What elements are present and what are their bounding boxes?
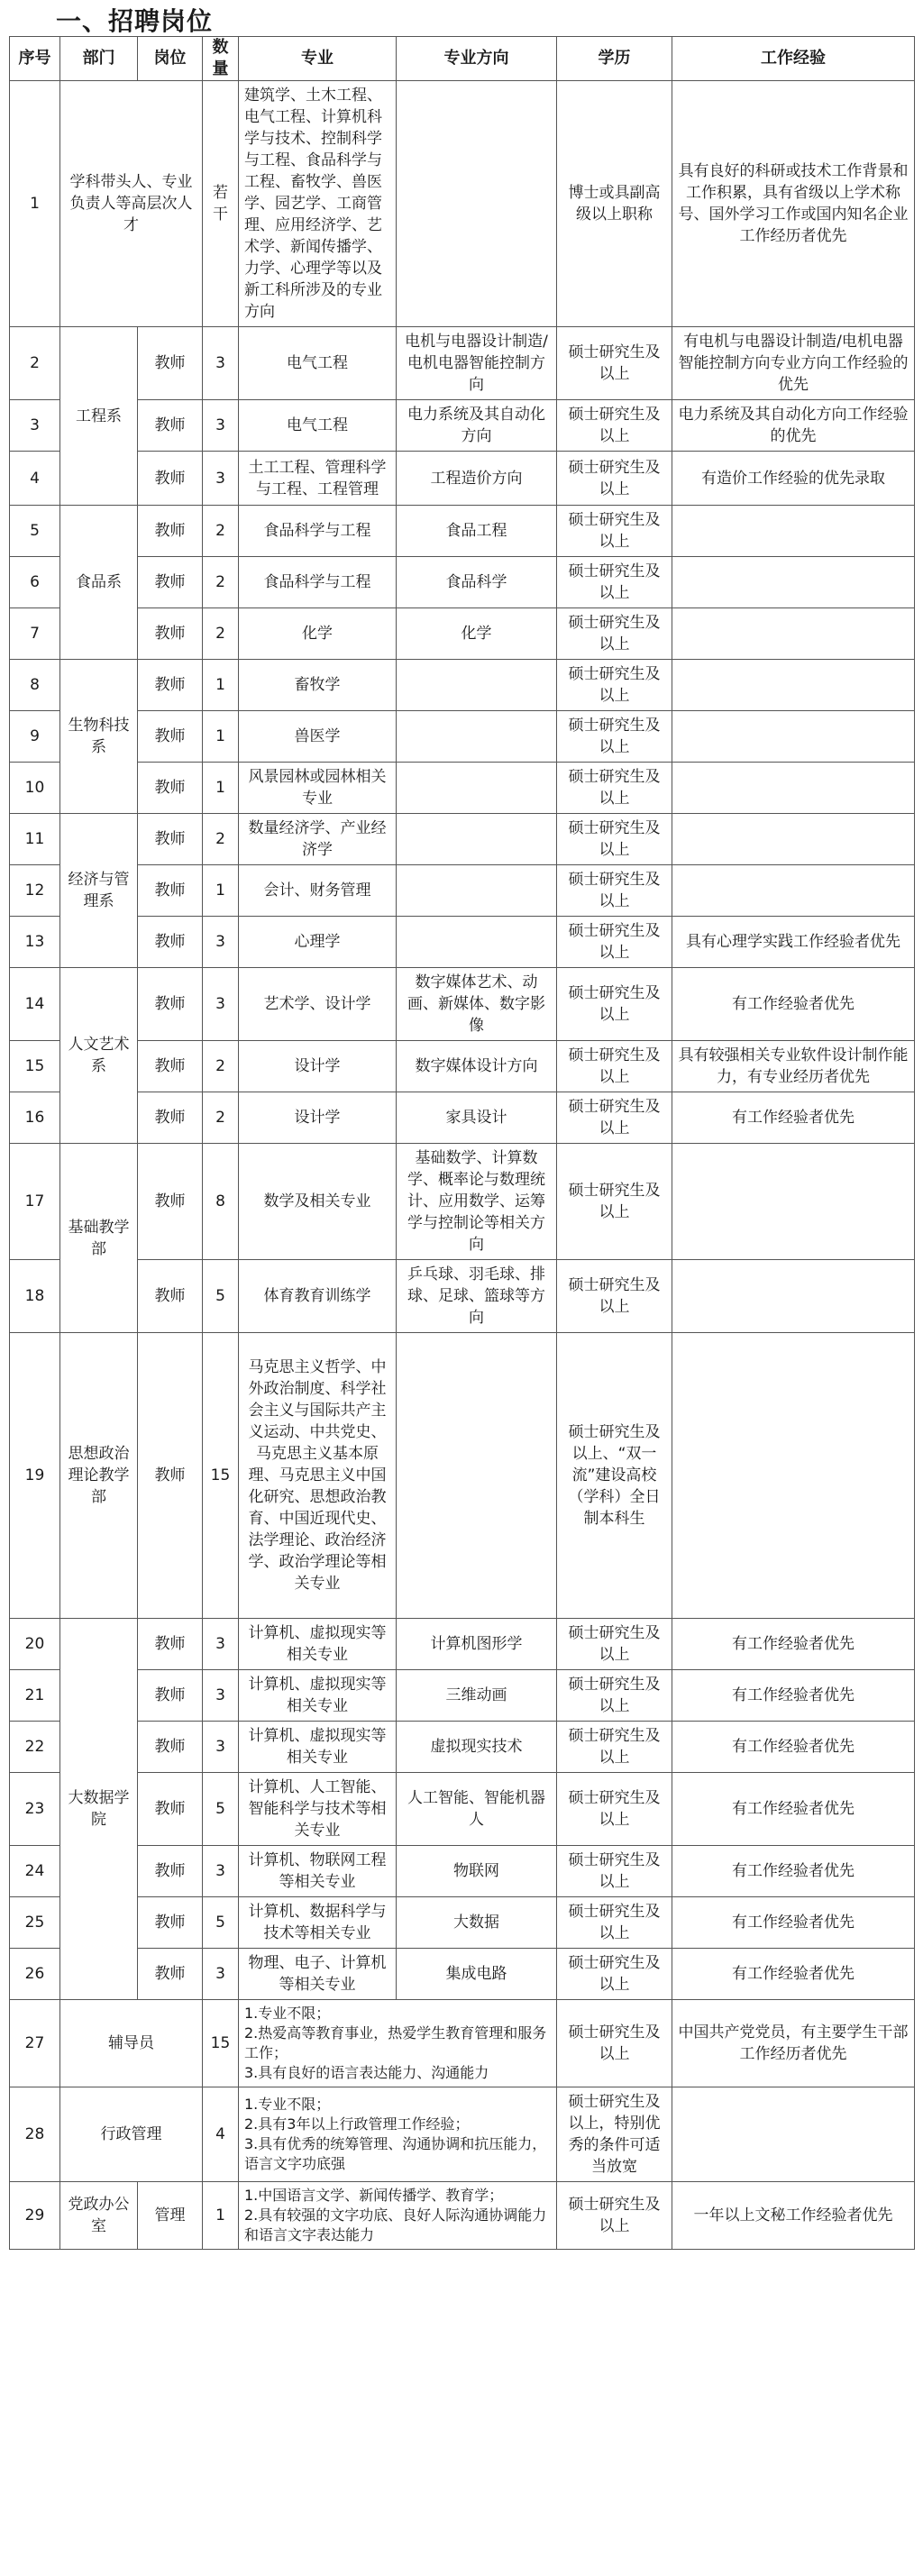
cell-exp: 有工作经验者优先 [672, 1619, 915, 1670]
cell-count: 3 [203, 1670, 239, 1722]
cell-exp [672, 660, 915, 711]
cell-direction [397, 1333, 557, 1619]
cell-no: 10 [10, 763, 60, 814]
cell-post: 教师 [138, 1333, 203, 1619]
cell-count: 2 [203, 814, 239, 865]
cell-exp [672, 2087, 915, 2182]
table-row [10, 1773, 915, 1846]
cell-edu: 博士或具副高级以上职称 [557, 81, 672, 327]
cell-post: 教师 [138, 452, 203, 506]
cell-edu: 硕士研究生及以上，特别优秀的条件可适当放宽 [557, 2087, 672, 2182]
cell-edu: 硕士研究生及以上 [557, 814, 672, 865]
cell-edu: 硕士研究生及以上 [557, 1897, 672, 1949]
cell-exp: 有工作经验者优先 [672, 1949, 915, 2000]
cell-exp [672, 814, 915, 865]
table-row [10, 2087, 915, 2182]
cell-dept: 工程系 [60, 327, 138, 506]
cell-count: 2 [203, 557, 239, 608]
cell-post: 教师 [138, 1949, 203, 2000]
cell-major: 计算机、物联网工程等相关专业 [239, 1846, 397, 1897]
cell-direction [397, 763, 557, 814]
cell-exp: 电力系统及其自动化方向工作经验的优先 [672, 400, 915, 452]
cell-count: 3 [203, 1619, 239, 1670]
cell-post: 教师 [138, 1897, 203, 1949]
cell-edu: 硕士研究生及以上 [557, 1260, 672, 1333]
cell-exp [672, 865, 915, 917]
cell-major: 会计、财务管理 [239, 865, 397, 917]
cell-no: 28 [10, 2087, 60, 2182]
cell-direction: 电机与电器设计制造/电机电器智能控制方向 [397, 327, 557, 400]
cell-edu: 硕士研究生及以上 [557, 711, 672, 763]
cell-count: 3 [203, 968, 239, 1041]
cell-count: 3 [203, 452, 239, 506]
cell-exp [672, 557, 915, 608]
cell-major: 计算机、人工智能、智能科学与技术等相关专业 [239, 1773, 397, 1846]
cell-exp: 具有良好的科研或技术工作背景和工作积累，具有省级以上学术称号、国外学习工作或国内知名企业工作经历者优先 [672, 81, 915, 327]
cell-count: 4 [203, 2087, 239, 2182]
cell-no: 20 [10, 1619, 60, 1670]
cell-direction [397, 711, 557, 763]
cell-post: 教师 [138, 506, 203, 557]
cell-direction [397, 660, 557, 711]
cell-direction: 化学 [397, 608, 557, 660]
cell-post: 教师 [138, 400, 203, 452]
cell-major: 数学及相关专业 [239, 1144, 397, 1260]
cell-major: 物理、电子、计算机等相关专业 [239, 1949, 397, 2000]
cell-count: 3 [203, 917, 239, 968]
cell-direction: 食品工程 [397, 506, 557, 557]
cell-dept: 党政办公室 [60, 2182, 138, 2250]
cell-major: 马克思主义哲学、中外政治制度、科学社会主义与国际共产主义运动、中共党史、马克思主义基本原理、马克思主义中国化研究、思想政治教育、中国近现代史、法学理论、政治经济学、政治学理论等相关专业 [239, 1333, 397, 1619]
cell-count: 1 [203, 2182, 239, 2250]
table-row [10, 400, 915, 452]
cell-dept: 大数据学院 [60, 1619, 138, 2000]
cell-dept: 思想政治理论教学部 [60, 1333, 138, 1619]
cell-dept: 人文艺术系 [60, 968, 138, 1144]
cell-post: 教师 [138, 814, 203, 865]
cell-major: 1.专业不限； 2.具有3年以上行政管理工作经验； 3.具有优秀的统筹管理、沟通协调和抗压能力，语言文字功底强 [239, 2087, 557, 2182]
cell-post: 教师 [138, 1773, 203, 1846]
cell-no: 8 [10, 660, 60, 711]
table-row [10, 2000, 915, 2087]
recruitment-table [9, 36, 915, 2250]
cell-direction [397, 865, 557, 917]
cell-edu: 硕士研究生及以上 [557, 400, 672, 452]
cell-count: 若干 [203, 81, 239, 327]
cell-no: 17 [10, 1144, 60, 1260]
cell-direction: 集成电路 [397, 1949, 557, 2000]
table-row [10, 81, 915, 327]
cell-major: 体育教育训练学 [239, 1260, 397, 1333]
cell-post: 教师 [138, 557, 203, 608]
cell-post: 教师 [138, 1619, 203, 1670]
cell-edu: 硕士研究生及以上 [557, 1846, 672, 1897]
table-row [10, 1722, 915, 1773]
table-row [10, 1846, 915, 1897]
cell-no: 3 [10, 400, 60, 452]
table-row [10, 968, 915, 1041]
table-row [10, 660, 915, 711]
cell-direction: 三维动画 [397, 1670, 557, 1722]
cell-exp: 有工作经验者优先 [672, 968, 915, 1041]
cell-post: 教师 [138, 711, 203, 763]
cell-count: 3 [203, 1949, 239, 2000]
cell-post: 教师 [138, 660, 203, 711]
cell-direction [397, 81, 557, 327]
cell-major: 兽医学 [239, 711, 397, 763]
cell-major: 心理学 [239, 917, 397, 968]
cell-exp [672, 506, 915, 557]
cell-direction: 虚拟现实技术 [397, 1722, 557, 1773]
table-row [10, 1260, 915, 1333]
cell-exp: 有工作经验者优先 [672, 1722, 915, 1773]
cell-no: 16 [10, 1092, 60, 1144]
cell-major: 设计学 [239, 1041, 397, 1092]
cell-post: 教师 [138, 327, 203, 400]
header-row [10, 37, 915, 81]
cell-edu: 硕士研究生及以上 [557, 452, 672, 506]
table-row [10, 327, 915, 400]
cell-major: 艺术学、设计学 [239, 968, 397, 1041]
table-row [10, 917, 915, 968]
header-direction: 专业方向 [397, 37, 557, 81]
cell-edu: 硕士研究生及以上 [557, 1722, 672, 1773]
cell-direction: 数字媒体设计方向 [397, 1041, 557, 1092]
cell-post: 教师 [138, 1260, 203, 1333]
cell-no: 11 [10, 814, 60, 865]
cell-no: 25 [10, 1897, 60, 1949]
cell-post: 教师 [138, 917, 203, 968]
table-row [10, 506, 915, 557]
cell-no: 6 [10, 557, 60, 608]
cell-post: 教师 [138, 1670, 203, 1722]
cell-major: 1.中国语言文学、新闻传播学、教育学； 2.具有较强的文字功底、良好人际沟通协调能力和语言文字表达能力 [239, 2182, 557, 2250]
cell-post: 教师 [138, 865, 203, 917]
cell-dept: 食品系 [60, 506, 138, 660]
cell-post: 教师 [138, 968, 203, 1041]
cell-exp [672, 763, 915, 814]
cell-no: 9 [10, 711, 60, 763]
cell-major: 1.专业不限； 2.热爱高等教育事业，热爱学生教育管理和服务工作； 3.具有良好的语言表达能力、沟通能力 [239, 2000, 557, 2087]
cell-edu: 硕士研究生及以上 [557, 865, 672, 917]
cell-count: 5 [203, 1260, 239, 1333]
cell-no: 18 [10, 1260, 60, 1333]
cell-major: 风景园林或园林相关专业 [239, 763, 397, 814]
cell-direction: 工程造价方向 [397, 452, 557, 506]
cell-major: 化学 [239, 608, 397, 660]
cell-count: 3 [203, 1722, 239, 1773]
cell-major: 设计学 [239, 1092, 397, 1144]
cell-no: 1 [10, 81, 60, 327]
cell-edu: 硕士研究生及以上 [557, 1144, 672, 1260]
cell-count: 2 [203, 608, 239, 660]
cell-count: 3 [203, 327, 239, 400]
cell-major: 食品科学与工程 [239, 506, 397, 557]
header-exp: 工作经验 [672, 37, 915, 81]
table-row [10, 1949, 915, 2000]
cell-exp: 有工作经验者优先 [672, 1092, 915, 1144]
cell-direction: 电力系统及其自动化方向 [397, 400, 557, 452]
cell-edu: 硕士研究生及以上 [557, 557, 672, 608]
cell-count: 5 [203, 1773, 239, 1846]
table-row [10, 1333, 915, 1619]
cell-count: 5 [203, 1897, 239, 1949]
cell-no: 27 [10, 2000, 60, 2087]
cell-direction: 人工智能、智能机器人 [397, 1773, 557, 1846]
cell-direction: 计算机图形学 [397, 1619, 557, 1670]
cell-dept: 经济与管理系 [60, 814, 138, 968]
cell-major: 土工工程、管理科学与工程、工程管理 [239, 452, 397, 506]
cell-major: 数量经济学、产业经济学 [239, 814, 397, 865]
cell-no: 22 [10, 1722, 60, 1773]
cell-direction: 食品科学 [397, 557, 557, 608]
cell-edu: 硕士研究生及以上 [557, 917, 672, 968]
cell-no: 7 [10, 608, 60, 660]
cell-count: 1 [203, 763, 239, 814]
cell-major: 计算机、虚拟现实等相关专业 [239, 1722, 397, 1773]
cell-direction: 家具设计 [397, 1092, 557, 1144]
section-title: 一、招聘岗位 [56, 6, 214, 36]
cell-dept: 辅导员 [60, 2000, 203, 2087]
table-row [10, 1041, 915, 1092]
header-dept: 部门 [60, 37, 138, 81]
cell-exp: 有工作经验者优先 [672, 1846, 915, 1897]
cell-count: 15 [203, 1333, 239, 1619]
cell-edu: 硕士研究生及以上 [557, 1619, 672, 1670]
cell-major: 电气工程 [239, 327, 397, 400]
cell-post: 教师 [138, 1846, 203, 1897]
cell-edu: 硕士研究生及以上 [557, 1670, 672, 1722]
cell-edu: 硕士研究生及以上 [557, 968, 672, 1041]
cell-no: 21 [10, 1670, 60, 1722]
cell-count: 2 [203, 1041, 239, 1092]
cell-direction [397, 814, 557, 865]
cell-exp: 一年以上文秘工作经验者优先 [672, 2182, 915, 2250]
cell-major: 计算机、数据科学与技术等相关专业 [239, 1897, 397, 1949]
header-edu: 学历 [557, 37, 672, 81]
cell-direction: 物联网 [397, 1846, 557, 1897]
table-row [10, 452, 915, 506]
cell-no: 15 [10, 1041, 60, 1092]
cell-major: 建筑学、土木工程、电气工程、计算机科学与技术、控制科学与工程、食品科学与工程、畜牧学、兽医学、园艺学、工商管理、应用经济学、艺术学、新闻传播学、力学、心理学等以及新工科所涉及的专业方向 [239, 81, 397, 327]
cell-count: 8 [203, 1144, 239, 1260]
header-no: 序号 [10, 37, 60, 81]
cell-exp [672, 711, 915, 763]
cell-post: 教师 [138, 763, 203, 814]
cell-count: 2 [203, 1092, 239, 1144]
cell-no: 14 [10, 968, 60, 1041]
table-row [10, 1144, 915, 1260]
cell-no: 26 [10, 1949, 60, 2000]
cell-major: 计算机、虚拟现实等相关专业 [239, 1619, 397, 1670]
cell-post: 教师 [138, 1092, 203, 1144]
cell-edu: 硕士研究生及以上 [557, 1949, 672, 2000]
table-row [10, 1897, 915, 1949]
cell-edu: 硕士研究生及以上 [557, 1092, 672, 1144]
cell-direction: 数字媒体艺术、动画、新媒体、数字影像 [397, 968, 557, 1041]
cell-post: 教师 [138, 1144, 203, 1260]
cell-exp: 中国共产党党员，有主要学生干部工作经历者优先 [672, 2000, 915, 2087]
cell-exp [672, 1333, 915, 1619]
table-row [10, 1619, 915, 1670]
cell-exp [672, 1260, 915, 1333]
cell-dept: 行政管理 [60, 2087, 203, 2182]
cell-major: 计算机、虚拟现实等相关专业 [239, 1670, 397, 1722]
header-major: 专业 [239, 37, 397, 81]
cell-no: 13 [10, 917, 60, 968]
table-row [10, 814, 915, 865]
table-row [10, 1670, 915, 1722]
cell-dept: 学科带头人、专业负责人等高层次人才 [60, 81, 203, 327]
cell-direction: 乒乓球、羽毛球、排球、足球、篮球等方向 [397, 1260, 557, 1333]
cell-edu: 硕士研究生及以上 [557, 660, 672, 711]
cell-post: 教师 [138, 608, 203, 660]
cell-edu: 硕士研究生及以上 [557, 506, 672, 557]
cell-dept: 基础教学部 [60, 1144, 138, 1333]
header-count: 数量 [203, 37, 239, 81]
cell-post: 管理 [138, 2182, 203, 2250]
cell-dept: 生物科技系 [60, 660, 138, 814]
cell-major: 畜牧学 [239, 660, 397, 711]
cell-exp: 有造价工作经验的优先录取 [672, 452, 915, 506]
cell-count: 1 [203, 711, 239, 763]
cell-exp [672, 608, 915, 660]
cell-exp: 具有较强相关专业软件设计制作能力，有专业经历者优先 [672, 1041, 915, 1092]
table-row [10, 763, 915, 814]
cell-direction: 大数据 [397, 1897, 557, 1949]
cell-no: 12 [10, 865, 60, 917]
cell-exp: 有工作经验者优先 [672, 1670, 915, 1722]
cell-major: 电气工程 [239, 400, 397, 452]
table-row [10, 557, 915, 608]
cell-edu: 硕士研究生及以上、“双一流”建设高校（学科）全日制本科生 [557, 1333, 672, 1619]
header-post: 岗位 [138, 37, 203, 81]
cell-edu: 硕士研究生及以上 [557, 2000, 672, 2087]
cell-no: 24 [10, 1846, 60, 1897]
cell-no: 2 [10, 327, 60, 400]
cell-no: 4 [10, 452, 60, 506]
cell-count: 3 [203, 400, 239, 452]
cell-post: 教师 [138, 1722, 203, 1773]
cell-edu: 硕士研究生及以上 [557, 327, 672, 400]
cell-exp: 有电机与电器设计制造/电机电器智能控制方向专业方向工作经验的优先 [672, 327, 915, 400]
cell-count: 1 [203, 865, 239, 917]
table-row [10, 865, 915, 917]
table-row [10, 1092, 915, 1144]
cell-edu: 硕士研究生及以上 [557, 2182, 672, 2250]
cell-no: 19 [10, 1333, 60, 1619]
cell-count: 2 [203, 506, 239, 557]
cell-exp: 有工作经验者优先 [672, 1897, 915, 1949]
table-row [10, 608, 915, 660]
cell-post: 教师 [138, 1041, 203, 1092]
cell-edu: 硕士研究生及以上 [557, 1773, 672, 1846]
cell-count: 1 [203, 660, 239, 711]
cell-edu: 硕士研究生及以上 [557, 608, 672, 660]
table-row [10, 2182, 915, 2250]
cell-edu: 硕士研究生及以上 [557, 1041, 672, 1092]
cell-no: 5 [10, 506, 60, 557]
cell-no: 29 [10, 2182, 60, 2250]
cell-count: 3 [203, 1846, 239, 1897]
cell-count: 15 [203, 2000, 239, 2087]
cell-edu: 硕士研究生及以上 [557, 763, 672, 814]
cell-exp: 有工作经验者优先 [672, 1773, 915, 1846]
cell-direction [397, 917, 557, 968]
cell-direction: 基础数学、计算数学、概率论与数理统计、应用数学、运筹学与控制论等相关方向 [397, 1144, 557, 1260]
cell-exp: 具有心理学实践工作经验者优先 [672, 917, 915, 968]
table-row [10, 711, 915, 763]
cell-no: 23 [10, 1773, 60, 1846]
cell-major: 食品科学与工程 [239, 557, 397, 608]
cell-exp [672, 1144, 915, 1260]
